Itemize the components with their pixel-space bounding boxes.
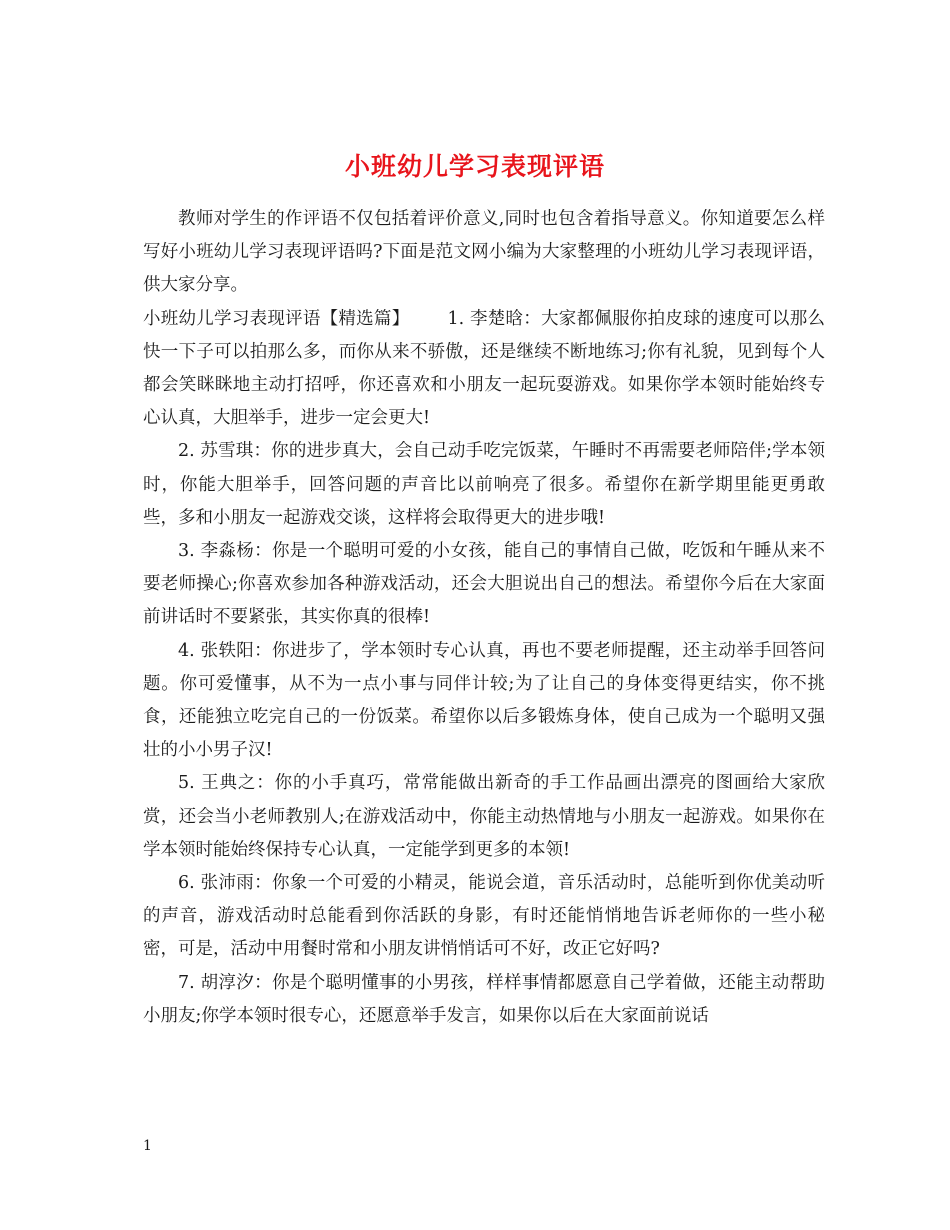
list-item-4: 4. 张轶阳：你进步了，学本领时专心认真，再也不要老师提醒，还主动举手回答问题。你可爱懂事，从不为一点小事与同伴计较;为了让自己的身体变得更结实，你不挑食，还能独立吃完自己的一份饭菜。希望你以后多锻炼身体，使自己成为一个聪明又强壮的小小男子汉! (143, 640, 825, 761)
list-item-7: 7. 胡淳汐：你是个聪明懂事的小男孩，样样事情都愿意自己学着做，还能主动帮助小朋友;你学本领时很专心，还愿意举手发言，如果你以后在大家面前说话 (143, 972, 825, 1026)
section-heading: 小班幼儿学习表现评语【精选篇】 (143, 308, 410, 329)
document-body (143, 203, 825, 1033)
intro-paragraph: 教师对学生的作评语不仅包括着评价意义,同时也包含着指导意义。你知道要怎么样写好小班幼儿学习表现评语吗?下面是范文网小编为大家整理的小班幼儿学习表现评语，供大家分享。 (143, 209, 825, 296)
list-item-6: 6. 张沛雨：你象一个可爱的小精灵，能说会道，音乐活动时，总能听到你优美动听的声音，游戏活动时总能看到你活跃的身影，有时还能悄悄地告诉老师你的一些小秘密，可是，活动中用餐时常和小朋友讲悄悄话可不好，改正它好吗? (143, 873, 825, 960)
list-item-3: 3. 李淼杨：你是一个聪明可爱的小女孩，能自己的事情自己做，吃饭和午睡从来不要老师操心;你喜欢参加各种游戏活动，还会大胆说出自己的想法。希望你今后在大家面前讲话时不要紧张，其实你真的很棒! (143, 541, 825, 628)
first-item-paragraph (143, 303, 825, 436)
list-item-1: 1. 李楚晗：大家都佩服你拍皮球的速度可以那么快一下子可以拍那么多，而你从来不骄傲，还是继续不断地练习;你有礼貌，见到每个人都会笑眯眯地主动打招呼，你还喜欢和小朋友一起玩耍游戏。如果你学本领时能始终专心认真，大胆举手，进步一定会更大! (143, 308, 826, 429)
page-title: 小班幼儿学习表现评语 (344, 151, 605, 181)
list-item-2: 2. 苏雪琪：你的进步真大，会自己动手吃完饭菜，午睡时不再需要老师陪伴;学本领时，你能大胆举手，回答问题的声音比以前响亮了很多。希望你在新学期里能更勇敢些，多和小朋友一起游戏交谈，这样将会取得更大的进步哦! (143, 441, 825, 528)
page-number: 1 (143, 1138, 152, 1154)
list-item-5: 5. 王典之：你的小手真巧，常常能做出新奇的手工作品画出漂亮的图画给大家欣赏，还会当小老师教别人;在游戏活动中，你能主动热情地与小朋友一起游戏。如果你在学本领时能始终保持专心认真，一定能学到更多的本领! (143, 773, 825, 860)
